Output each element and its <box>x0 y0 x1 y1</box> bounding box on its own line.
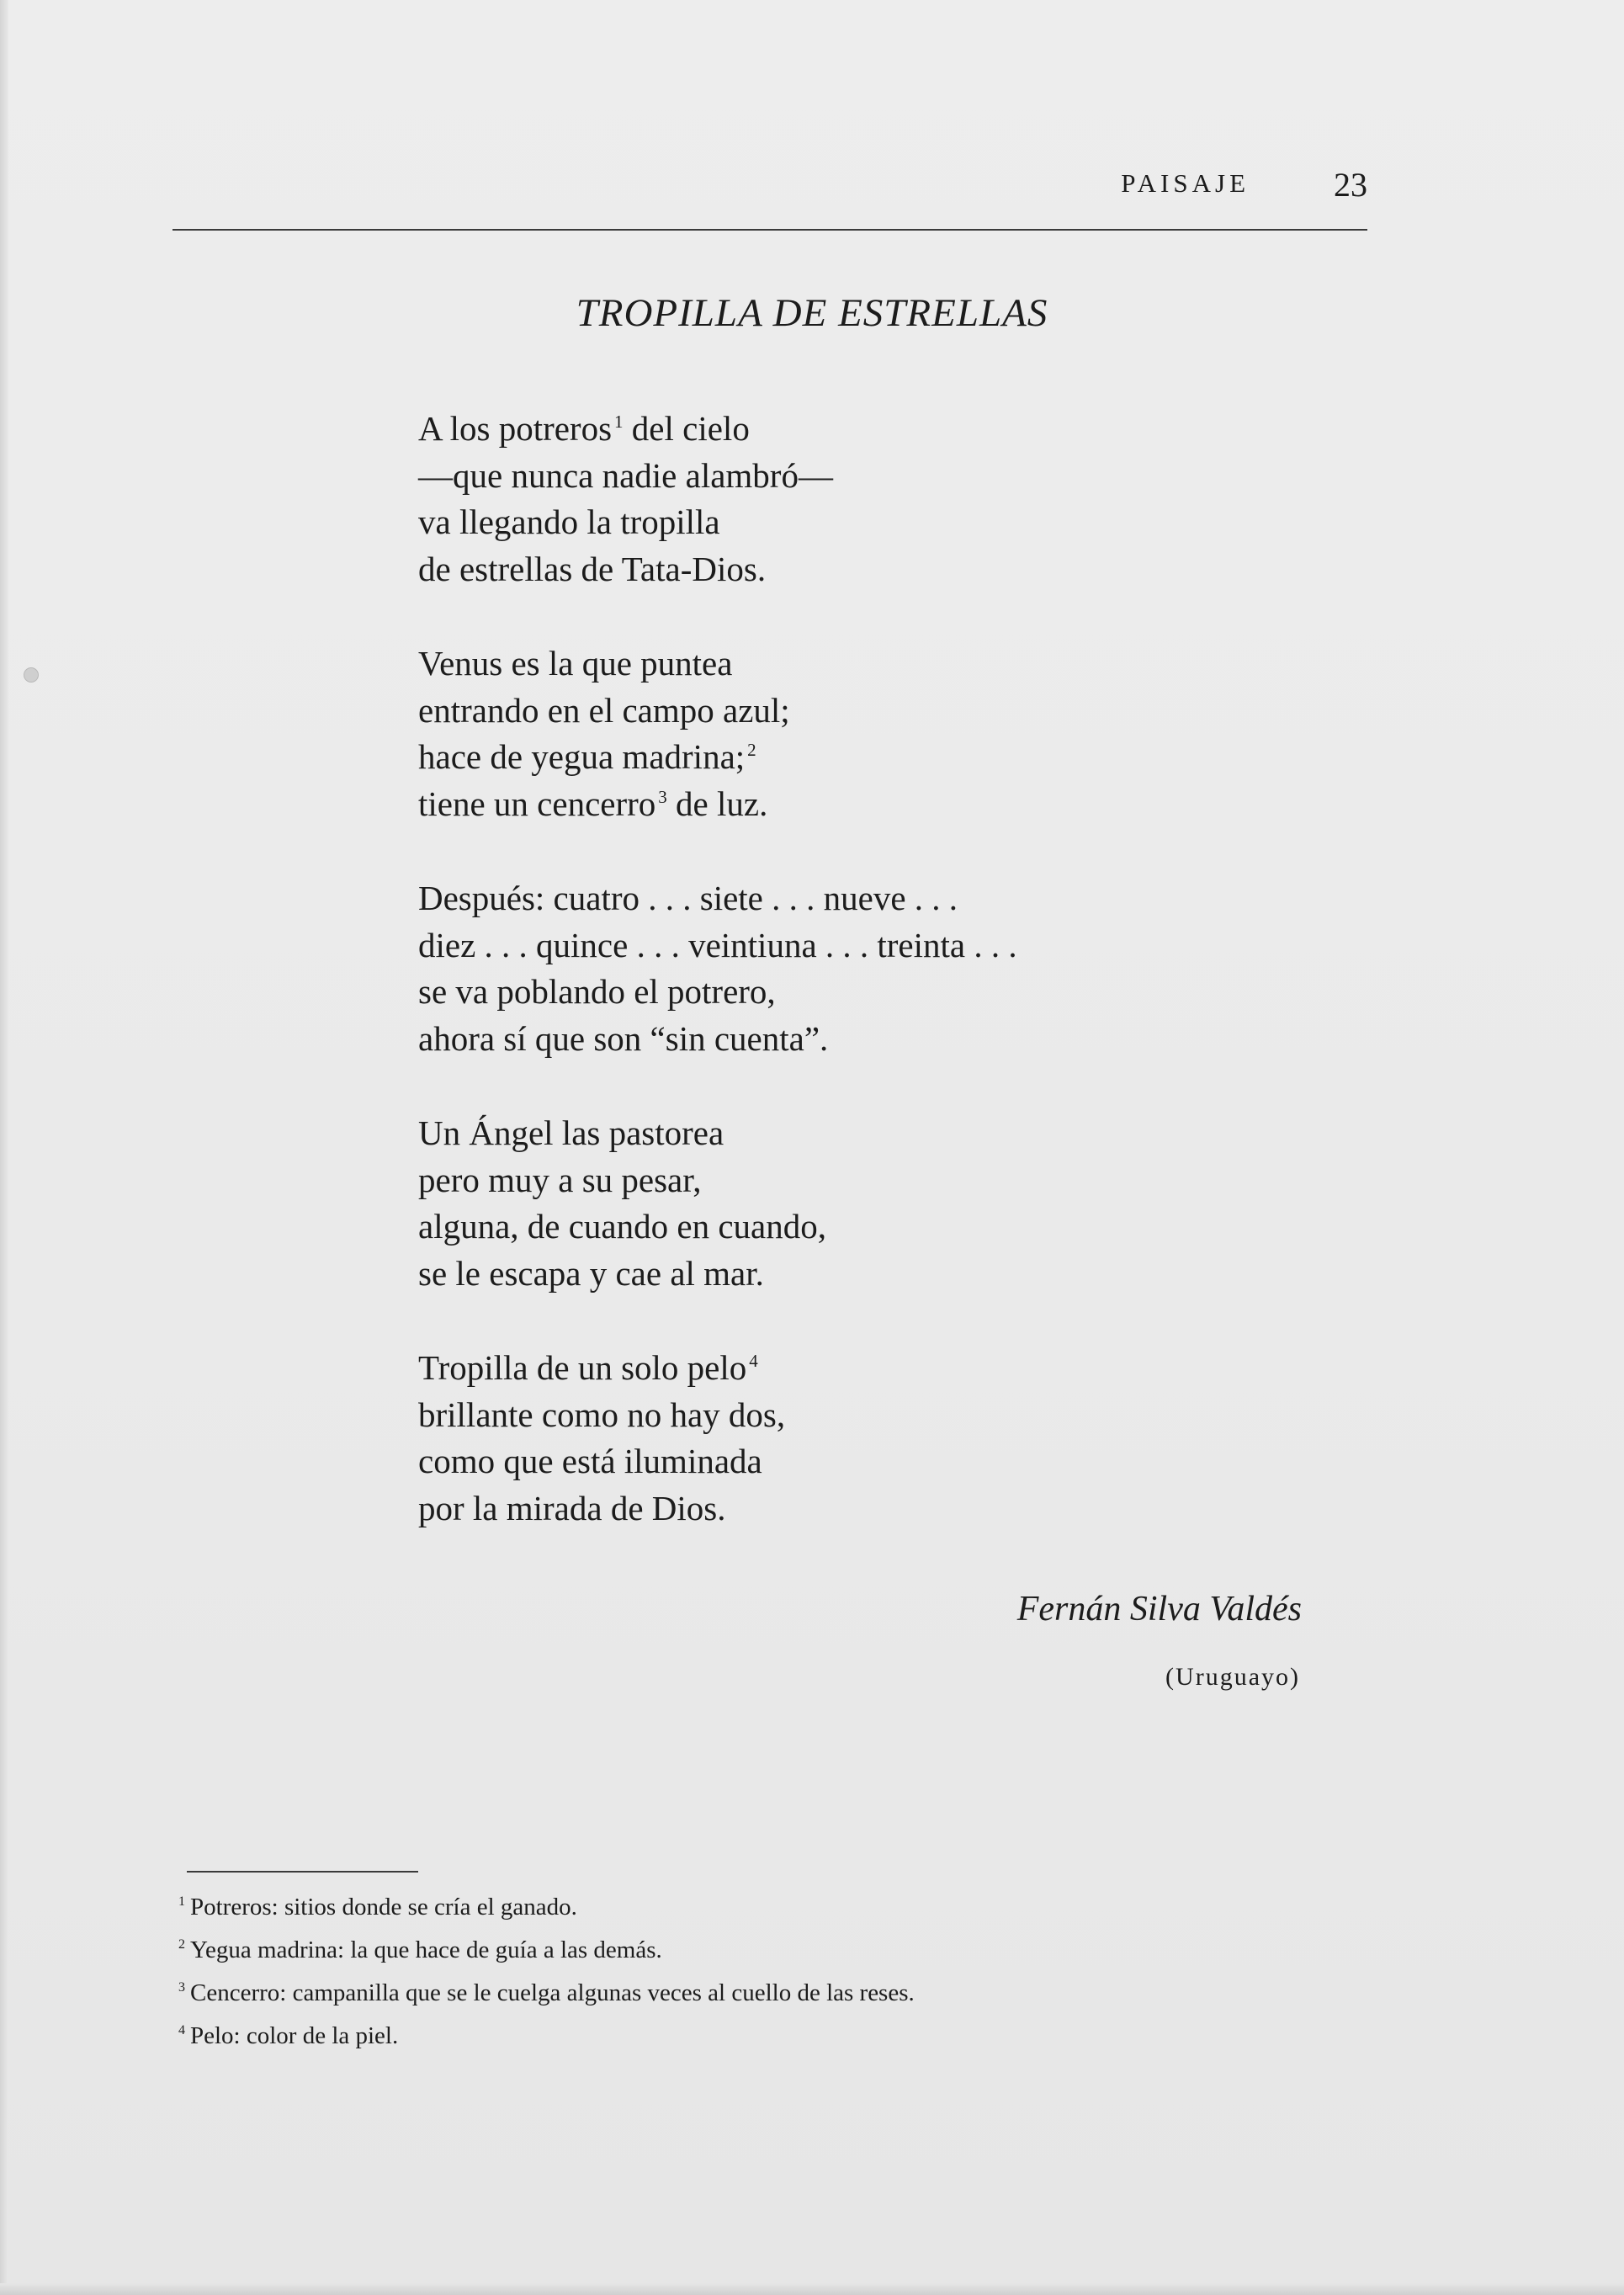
page-bottom-edge <box>0 2283 1624 2295</box>
poem-line-text: se va poblando el potrero, <box>418 972 776 1011</box>
header-rule <box>172 229 1367 231</box>
stanza <box>418 640 1260 827</box>
poem-line <box>418 453 1260 500</box>
footnote <box>178 1929 1356 1972</box>
footnote-mark: 3 <box>178 1980 185 1995</box>
poem-line <box>418 546 1260 593</box>
poem-line <box>418 640 1260 688</box>
poem-line-text: Venus es la que puntea <box>418 644 733 683</box>
poem-line <box>418 499 1260 546</box>
running-title: PAISAJE <box>1121 168 1250 198</box>
poem-line-text: Después: cuatro . . . siete . . . nueve . . . <box>418 879 958 917</box>
poem-line <box>418 1203 1260 1251</box>
stanza <box>418 1345 1260 1532</box>
poem-line-text: pero muy a su pesar, <box>418 1160 702 1199</box>
poem-line <box>418 734 1260 781</box>
poem-line-text: Tropilla de un solo pelo <box>418 1348 747 1387</box>
poem-line-text: ahora sí que son “sin cuenta”. <box>418 1018 829 1058</box>
punch-hole <box>24 667 39 683</box>
poem-line <box>418 1438 1260 1485</box>
poem-line <box>418 406 1260 453</box>
poem-line <box>418 969 1260 1016</box>
poem-line-text: hace de yegua madrina; <box>418 737 746 776</box>
poem-line-text: —que nunca nadie alambró— <box>418 455 833 495</box>
poem-line-text: de luz. <box>666 784 768 823</box>
footnote-text: Yegua madrina: la que hace de guía a las demás. <box>190 1936 662 1963</box>
footnote-text: Potreros: sitios donde se cría el ganado. <box>190 1894 577 1920</box>
footnote-mark: 1 <box>178 1894 185 1910</box>
footnote-text: Pelo: color de la piel. <box>190 2022 399 2049</box>
poem-line <box>418 875 1260 922</box>
footnote-reference: 1 <box>614 412 624 433</box>
poem-body <box>418 406 1260 1580</box>
page-left-edge <box>0 0 8 2295</box>
page-number: 23 <box>1334 166 1367 204</box>
stanza <box>418 406 1260 592</box>
footnote <box>178 1972 1356 2015</box>
poem-line <box>418 1485 1260 1533</box>
poem-line <box>418 922 1260 970</box>
poem-author: Fernán Silva Valdés <box>1016 1590 1302 1628</box>
poem-line-text: A los potreros <box>418 409 613 448</box>
footnote-rule <box>187 1871 418 1873</box>
poem-line-text: como que está iluminada <box>418 1442 762 1480</box>
poem-line-text: diez . . . quince . . . veintiuna . . . treinta . . . <box>418 925 1017 964</box>
poem-line-text: entrando en el campo azul; <box>418 690 790 730</box>
poem-line <box>418 1251 1260 1298</box>
poem-line <box>418 1016 1260 1063</box>
poem-line <box>418 781 1260 828</box>
poem-title: TROPILLA DE ESTRELLAS <box>576 291 1048 335</box>
footnote <box>178 1886 1356 1929</box>
poem-line-text: brillante como no hay dos, <box>418 1395 786 1434</box>
poem-line <box>418 1157 1260 1204</box>
footnote <box>178 2015 1356 2058</box>
stanza <box>418 1110 1260 1297</box>
footnote-reference: 2 <box>747 740 756 761</box>
poem-line <box>418 1392 1260 1439</box>
poem-line-text: por la mirada de Dios. <box>418 1488 726 1527</box>
footnote-text: Cencerro: campanilla que se le cuelga algunas veces al cuello de las reses. <box>190 1979 915 2006</box>
poem-line-text: del cielo <box>623 409 750 448</box>
poem-line-text: alguna, de cuando en cuando, <box>418 1207 826 1246</box>
poem-line <box>418 688 1260 735</box>
footnote-reference: 4 <box>749 1351 758 1372</box>
poem-line-text: de estrellas de Tata-Dios. <box>418 549 767 588</box>
running-header <box>172 165 1367 232</box>
footnote-mark: 2 <box>178 1937 185 1952</box>
footnote-mark: 4 <box>178 2023 185 2038</box>
poem-line-text: Un Ángel las pastorea <box>418 1113 724 1152</box>
footnotes <box>178 1886 1356 2058</box>
stanza <box>418 875 1260 1062</box>
poem-line <box>418 1110 1260 1157</box>
poem-line-text: tiene un cencerro <box>418 784 656 823</box>
poem-line-text: va llegando la tropilla <box>418 502 720 541</box>
author-origin: (Uruguayo) <box>1165 1663 1300 1691</box>
footnote-reference: 3 <box>658 786 667 807</box>
poem-line-text: se le escapa y cae al mar. <box>418 1253 764 1293</box>
poem-line <box>418 1345 1260 1392</box>
